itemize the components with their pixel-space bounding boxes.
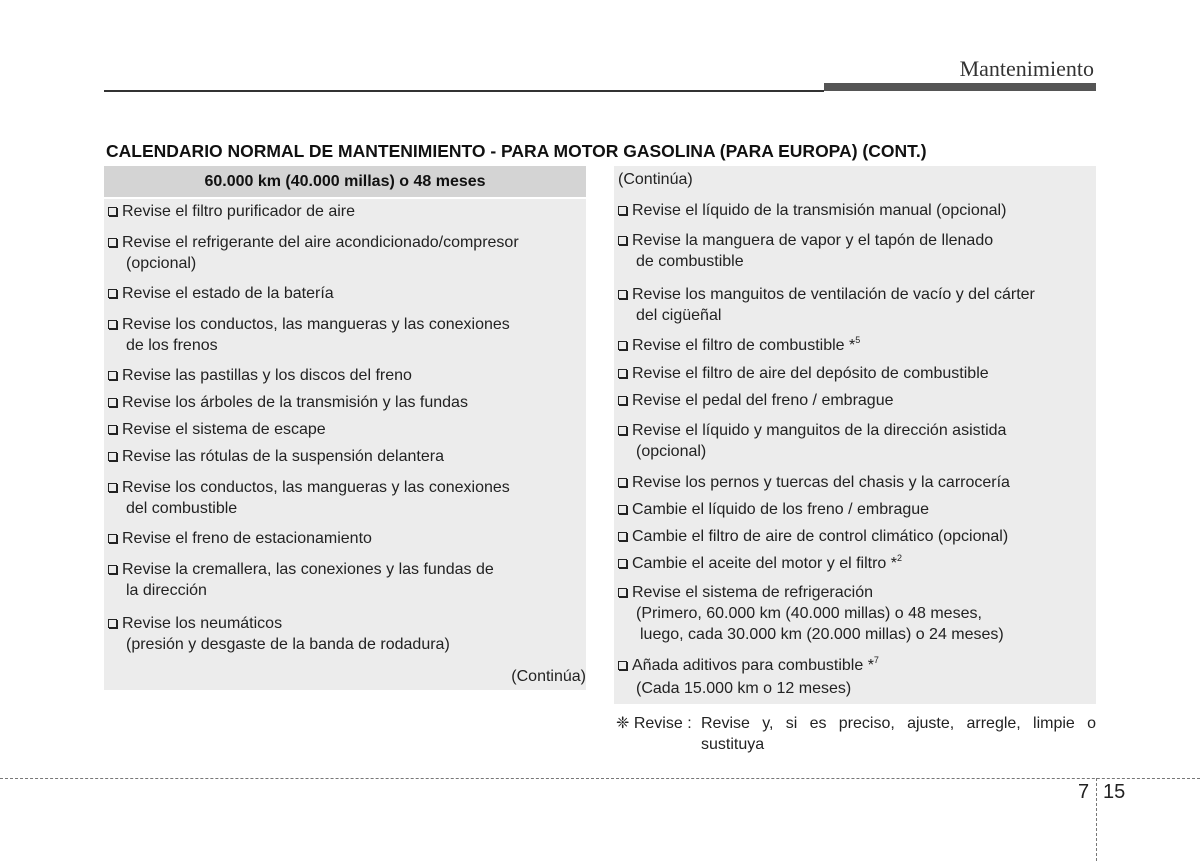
header-rule-accent [824, 83, 1096, 91]
checklist-item: Revise las rótulas de la suspensión delantera [108, 446, 580, 467]
checkbox-icon [618, 426, 627, 435]
checklist-item: Revise el pedal del freno / embrague [618, 390, 1090, 411]
checklist-item: Revise las pastillas y los discos del freno [108, 365, 580, 386]
checkbox-icon [108, 425, 117, 434]
checklist-item: Revise el líquido de la transmisión manual (opcional) [618, 200, 1090, 221]
checkbox-icon [618, 369, 627, 378]
checkbox-icon [108, 289, 117, 298]
checklist-item: Revise los conductos, las mangueras y las conexiones de los frenos [108, 314, 580, 356]
checkbox-icon [618, 290, 627, 299]
checkbox-icon [618, 341, 627, 350]
checklist-item: Revise los árboles de la transmisión y las fundas [108, 392, 580, 413]
checkbox-icon [618, 396, 627, 405]
chapter-number: 7 [1078, 781, 1090, 803]
checkbox-icon [108, 452, 117, 461]
checklist-item: Revise la cremallera, las conexiones y las fundas de la dirección [108, 559, 580, 601]
header-rule [104, 90, 824, 92]
checklist-item: Revise el filtro de combustible *$^5$ [618, 335, 1090, 358]
left-column-header: 60.000 km (40.000 millas) o 48 meses [104, 166, 586, 199]
checklist-item: Revise el freno de estacionamiento [108, 528, 580, 549]
right-schedule-column [614, 166, 1096, 704]
footer-divider [0, 778, 1200, 779]
checklist-item: Cambie el filtro de aire de control climático (opcional) [618, 526, 1090, 547]
checkbox-icon [618, 588, 627, 597]
checklist-item: Revise el sistema de escape [108, 419, 580, 440]
checklist-item: Cambie el líquido de los freno / embrague [618, 499, 1090, 520]
checklist-item: Revise el filtro purificador de aire [108, 201, 580, 222]
checklist-item: Revise los conductos, las mangueras y las conexiones del combustible [108, 477, 580, 519]
checkbox-icon [108, 207, 117, 216]
checkbox-icon [108, 534, 117, 543]
checklist-item: Revise los pernos y tuercas del chasis y la carrocería [618, 472, 1090, 493]
section-title: CALENDARIO NORMAL DE MANTENIMIENTO - PARA MOTOR GASOLINA (PARA EUROPA) (CONT.) [106, 141, 927, 161]
checklist-item: Añada aditivos para combustible *$^7$ (Cada 15.000 km o 12 meses) [618, 655, 1090, 699]
checklist-item: Cambie el aceite del motor y el filtro *$^2$ [618, 553, 1090, 576]
checkbox-icon [108, 238, 117, 247]
page-number: 15 [1103, 781, 1126, 803]
checklist-item: Revise el refrigerante del aire acondicionado/compresor (opcional) [108, 232, 580, 274]
checkbox-icon [618, 532, 627, 541]
checkbox-icon [618, 206, 627, 215]
checkbox-icon [108, 320, 117, 329]
continued-label: (Continúa) [618, 171, 693, 188]
note-lead: ❈ Revise : [616, 715, 692, 732]
checkbox-icon [618, 505, 627, 514]
checklist-item: Revise el sistema de refrigeración (Primero, 60.000 km (40.000 millas) o 48 meses, luego, cada 30.000 km (20.000 millas) o 24 meses) [618, 582, 1090, 645]
checkbox-icon [108, 619, 117, 628]
left-schedule-column [104, 166, 586, 690]
footer-vertical-divider [1096, 778, 1097, 861]
page-header-title: Mantenimiento [959, 56, 1094, 81]
checkbox-icon [618, 661, 627, 670]
checklist-item: Revise el líquido y manguitos de la dirección asistida (opcional) [618, 420, 1090, 462]
checklist-item: Revise el filtro de aire del depósito de combustible [618, 363, 1090, 384]
checkbox-icon [618, 236, 627, 245]
checkbox-icon [618, 559, 627, 568]
checkbox-icon [108, 371, 117, 380]
continues-label: (Continúa) [511, 668, 586, 685]
checklist-item: Revise la manguera de vapor y el tapón de llenado de combustible [618, 230, 1090, 272]
checkbox-icon [108, 483, 117, 492]
checklist-item: Revise los neumáticos (presión y desgaste de la banda de rodadura) [108, 613, 580, 655]
note-body: Revise y, si es preciso, ajuste, arregle, limpie o sustituya [701, 715, 1096, 753]
checklist-item: Revise los manguitos de ventilación de vacío y del cárter del cigüeñal [618, 284, 1090, 326]
checkbox-icon [108, 565, 117, 574]
checkbox-icon [618, 478, 627, 487]
checkbox-icon [108, 398, 117, 407]
checklist-item: Revise el estado de la batería [108, 283, 580, 304]
